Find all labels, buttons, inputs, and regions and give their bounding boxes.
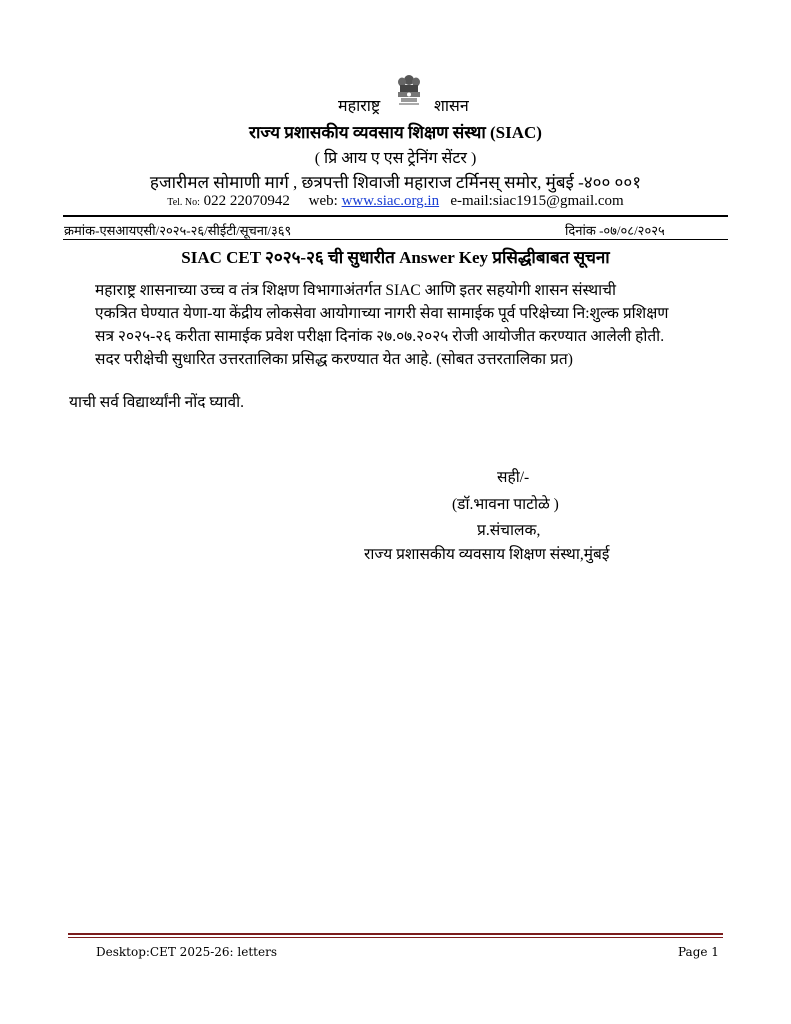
signatory-institute: राज्य प्रशासकीय व्यवसाय शिक्षण संस्था,मुंबई <box>364 546 610 563</box>
signatory-designation: प्र.संचालक, <box>477 522 541 539</box>
notice-body-line: महाराष्ट्र शासनाच्या उच्च व तंत्र शिक्षण विभागाअंतर्गत SIAC आणि इतर सहयोगी शासन संस्थाची <box>95 282 617 299</box>
signature-signed: सही/- <box>497 469 530 486</box>
website-link[interactable]: www.siac.org.in <box>341 193 440 209</box>
notice-title: SIAC CET २०२५-२६ ची सुधारीत Answer Key प्रसिद्धीबाबत सूचना <box>181 248 610 267</box>
state-emblem-icon <box>394 73 424 107</box>
footer-divider-thick <box>68 933 723 935</box>
institute-subtitle: ( प्रि आय ए एस ट्रेनिंग सेंटर ) <box>314 150 477 167</box>
reference-divider <box>63 239 728 240</box>
government-name-right: शासन <box>434 98 469 115</box>
notice-note: याची सर्व विद्यार्थ्यांनी नोंद घ्यावी. <box>69 394 244 411</box>
notice-body <box>69 279 724 371</box>
footer-page-number: Page 1 <box>678 945 719 959</box>
tel-label: Tel. No: <box>167 197 200 208</box>
tel-value: 022 22070942 <box>203 193 290 209</box>
header-divider <box>63 215 728 217</box>
notice-body-line: सत्र २०२५-२६ करीता सामाईक प्रवेश परीक्षा दिनांक २७.०७.२०२५ रोजी आयोजीत करण्यात आलेली होती. <box>95 328 665 345</box>
reference-date: दिनांक -०७/०८/२०२५ <box>565 223 665 238</box>
notice-body-line: एकत्रित घेण्यात येणा-या केंद्रीय लोकसेवा आयोगाच्या नागरी सेवा सामाईक पूर्व परिक्षेच्या नि:शुल्क प्रशिक्षण <box>95 305 669 322</box>
government-name-left: महाराष्ट्र <box>338 98 381 115</box>
reference-number: क्रमांक-एसआयएसी/२०२५-२६/सीईटी/सूचना/३६९ <box>64 223 292 238</box>
web-label: web: <box>308 193 338 209</box>
notice-body-line: सदर परीक्षेची सुधारित उत्तरतालिका प्रसिद्ध करण्यात येत आहे. (सोबत उत्तरतालिका प्रत) <box>95 351 573 368</box>
footer-file-path: Desktop:CET 2025-26: letters <box>96 945 277 959</box>
contact-line <box>0 193 791 210</box>
signatory-name: (डॉ.भावना पाटोळे ) <box>452 496 559 513</box>
footer-divider-thin <box>68 937 723 938</box>
institute-address: हजारीमल सोमाणी मार्ग , छत्रपत्ती शिवाजी महाराज टर्मिनस् समोर, मुंबई -४०० ००१ <box>149 173 642 192</box>
institute-name: राज्य प्रशासकीय व्यवसाय शिक्षण संस्था (SIAC) <box>249 123 542 142</box>
email-text: e-mail:siac1915@gmail.com <box>450 193 624 209</box>
